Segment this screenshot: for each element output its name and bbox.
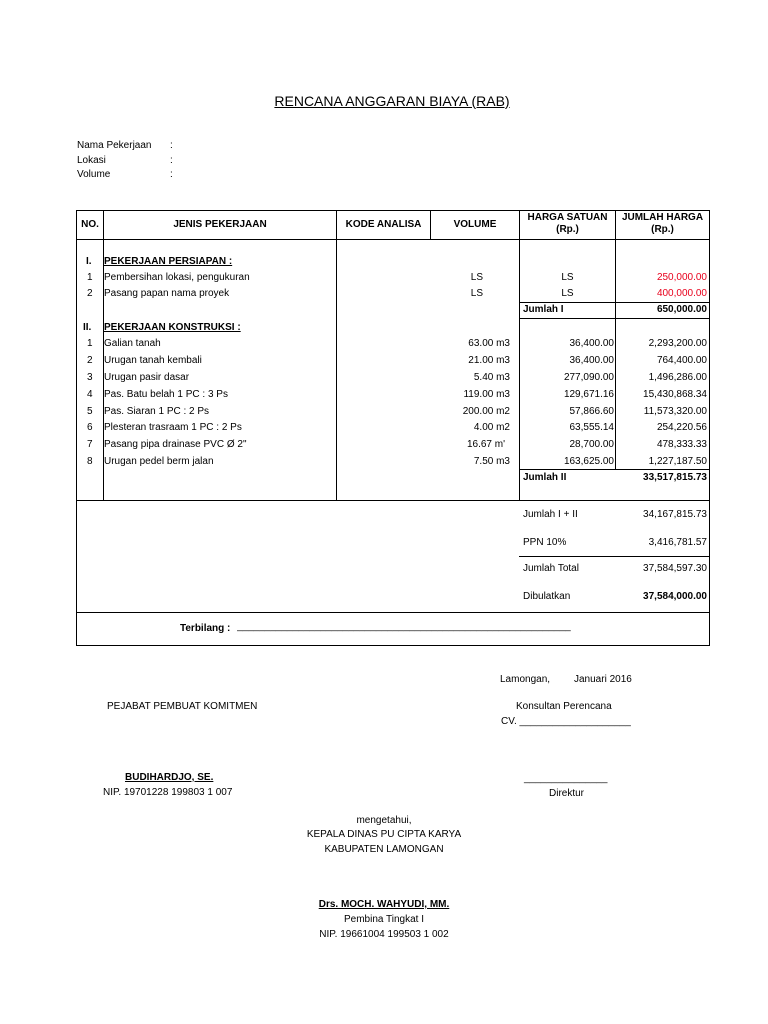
row-jumlah-harga: 254,220.56 [656, 422, 707, 433]
summary-value: 37,584,597.30 [643, 563, 707, 574]
row-volume: 63.00 m3 [468, 338, 510, 349]
summary-value: 3,416,781.57 [648, 537, 707, 548]
head-office-title: KEPALA DINAS PU CIPTA KARYA [306, 829, 462, 840]
header-harga-line2: (Rp.) [556, 224, 579, 235]
row-jumlah-harga: 400,000.00 [656, 288, 707, 299]
row-description: Pasang papan nama proyek [104, 288, 230, 299]
consultant-cv: CV. ____________________ [501, 716, 631, 727]
row-description: Urugan pasir dasar [104, 372, 190, 383]
summary-label: Dibulatkan [523, 591, 571, 602]
left-signatory-nip: NIP. 19701228 199803 1 007 [103, 787, 233, 798]
row-description: Pas. Batu belah 1 PC : 3 Ps [104, 389, 228, 400]
terbilang-line: ____________________________________________________________ [237, 621, 571, 632]
info-colon: : [170, 155, 173, 166]
subtotal-value: 650,000.00 [656, 304, 707, 315]
row-harga-satuan: 57,866.60 [569, 406, 614, 417]
head-office-region: KABUPATEN LAMONGAN [324, 844, 444, 855]
row-jumlah-harga: 15,430,868.34 [643, 389, 707, 400]
row-jumlah-harga: 1,227,187.50 [648, 456, 707, 467]
summary-value: 37,584,000.00 [643, 591, 707, 602]
row-harga-satuan: 63,555.14 [569, 422, 614, 433]
summary-line [519, 556, 710, 557]
row-no: 1 [87, 272, 93, 283]
subtotal-value: 33,517,815.73 [643, 472, 707, 483]
header-kode-analisa: KODE ANALISA [345, 219, 422, 230]
right-signature-line: _______________ [524, 773, 608, 784]
info-label-lokasi: Lokasi [77, 155, 106, 166]
row-no: 4 [87, 389, 93, 400]
acknowledged-label: mengetahui, [356, 815, 412, 826]
row-no: 6 [87, 422, 93, 433]
right-signatory-role: Direktur [549, 788, 585, 799]
table-border-left [76, 210, 77, 646]
row-harga-satuan: 36,400.00 [569, 355, 614, 366]
header-no: NO. [81, 219, 99, 230]
place-date: Lamongan, [500, 674, 551, 685]
row-harga-satuan: 163,625.00 [563, 456, 614, 467]
document-title: RENCANA ANGGARAN BIAYA (RAB) [274, 93, 510, 109]
row-harga-satuan: 36,400.00 [569, 338, 614, 349]
header-volume: VOLUME [453, 219, 497, 230]
summary-label: Jumlah I + II [523, 509, 578, 520]
row-volume: LS [470, 272, 483, 283]
section-number: I. [86, 256, 92, 267]
row-volume: 4.00 m2 [473, 422, 510, 433]
row-volume: 200.00 m2 [462, 406, 510, 417]
row-description: Urugan tanah kembali [104, 355, 202, 366]
info-label-volume: Volume [77, 169, 111, 180]
row-no: 2 [87, 288, 93, 299]
row-harga-satuan: 277,090.00 [563, 372, 614, 383]
row-description: Pembersihan lokasi, pengukuran [104, 272, 250, 283]
left-signatory-name: BUDIHARDJO, SE. [125, 772, 214, 783]
header-jumlah-harga [616, 212, 709, 236]
row-volume: 21.00 m3 [468, 355, 510, 366]
row-jumlah-harga: 11,573,320.00 [643, 406, 707, 417]
header-jenis-pekerjaan: JENIS PEKERJAAN [173, 219, 267, 230]
terbilang-label: Terbilang : [180, 623, 231, 634]
row-volume: 119.00 m3 [463, 389, 510, 400]
row-no: 7 [87, 439, 93, 450]
section-title: PEKERJAAN PERSIAPAN : [104, 256, 233, 267]
row-harga-satuan: LS [561, 288, 574, 299]
col-divider-jenis [336, 210, 337, 501]
summary-bottom-line [76, 612, 710, 613]
section-number: II. [83, 322, 92, 333]
row-volume: 7.50 m3 [473, 456, 510, 467]
row-jumlah-harga: 1,496,286.00 [648, 372, 707, 383]
head-rank: Pembina Tingkat I [343, 914, 425, 925]
subtotal-label: Jumlah I [523, 304, 564, 315]
row-no: 1 [87, 338, 93, 349]
section-title: PEKERJAAN KONSTRUKSI : [104, 322, 241, 333]
subtotal-label: Jumlah II [523, 472, 567, 483]
row-harga-satuan: LS [561, 272, 574, 283]
header-jumlah-line2: (Rp.) [651, 224, 674, 235]
header-harga-line1: HARGA SATUAN [527, 212, 608, 223]
row-no: 2 [87, 355, 93, 366]
info-label-nama-pekerjaan: Nama Pekerjaan [77, 140, 152, 151]
info-colon: : [170, 140, 173, 151]
row-no: 5 [87, 406, 93, 417]
summary-value: 34,167,815.73 [643, 509, 707, 520]
row-no: 3 [87, 372, 93, 383]
row-description: Pasang pipa drainase PVC Ø 2" [104, 439, 247, 450]
items-bottom-line [76, 500, 710, 501]
right-signatory-title: Konsultan Perencana [516, 701, 612, 712]
row-volume: 5.40 m3 [473, 372, 510, 383]
row-description: Plesteran trasraam 1 PC : 2 Ps [104, 422, 242, 433]
header-jumlah-line1: JUMLAH HARGA [621, 212, 704, 223]
row-volume: LS [470, 288, 483, 299]
table-border-bottom [76, 645, 710, 646]
row-no: 8 [87, 456, 93, 467]
header-harga-satuan [520, 212, 615, 236]
subtotal2-line [519, 469, 710, 470]
table-border-right [709, 210, 710, 646]
row-jumlah-harga: 250,000.00 [656, 272, 707, 283]
month-year: Januari 2016 [574, 674, 632, 685]
summary-label: PPN 10% [523, 537, 567, 548]
head-nip: NIP. 19661004 199503 1 002 [319, 929, 449, 940]
row-jumlah-harga: 764,400.00 [656, 355, 707, 366]
row-description: Galian tanah [104, 338, 161, 349]
summary-label: Jumlah Total [523, 563, 579, 574]
row-volume: 16.67 m' [466, 439, 505, 450]
left-signatory-title: PEJABAT PEMBUAT KOMITMEN [107, 701, 258, 712]
row-jumlah-harga: 478,333.33 [656, 439, 707, 450]
row-harga-satuan: 129,671.16 [563, 389, 614, 400]
row-harga-satuan: 28,700.00 [569, 439, 614, 450]
row-description: Urugan pedel berm jalan [104, 456, 214, 467]
row-jumlah-harga: 2,293,200.00 [648, 338, 707, 349]
head-name: Drs. MOCH. WAHYUDI, MM. [318, 899, 450, 910]
info-colon: : [170, 169, 173, 180]
row-description: Pas. Siaran 1 PC : 2 Ps [104, 406, 210, 417]
